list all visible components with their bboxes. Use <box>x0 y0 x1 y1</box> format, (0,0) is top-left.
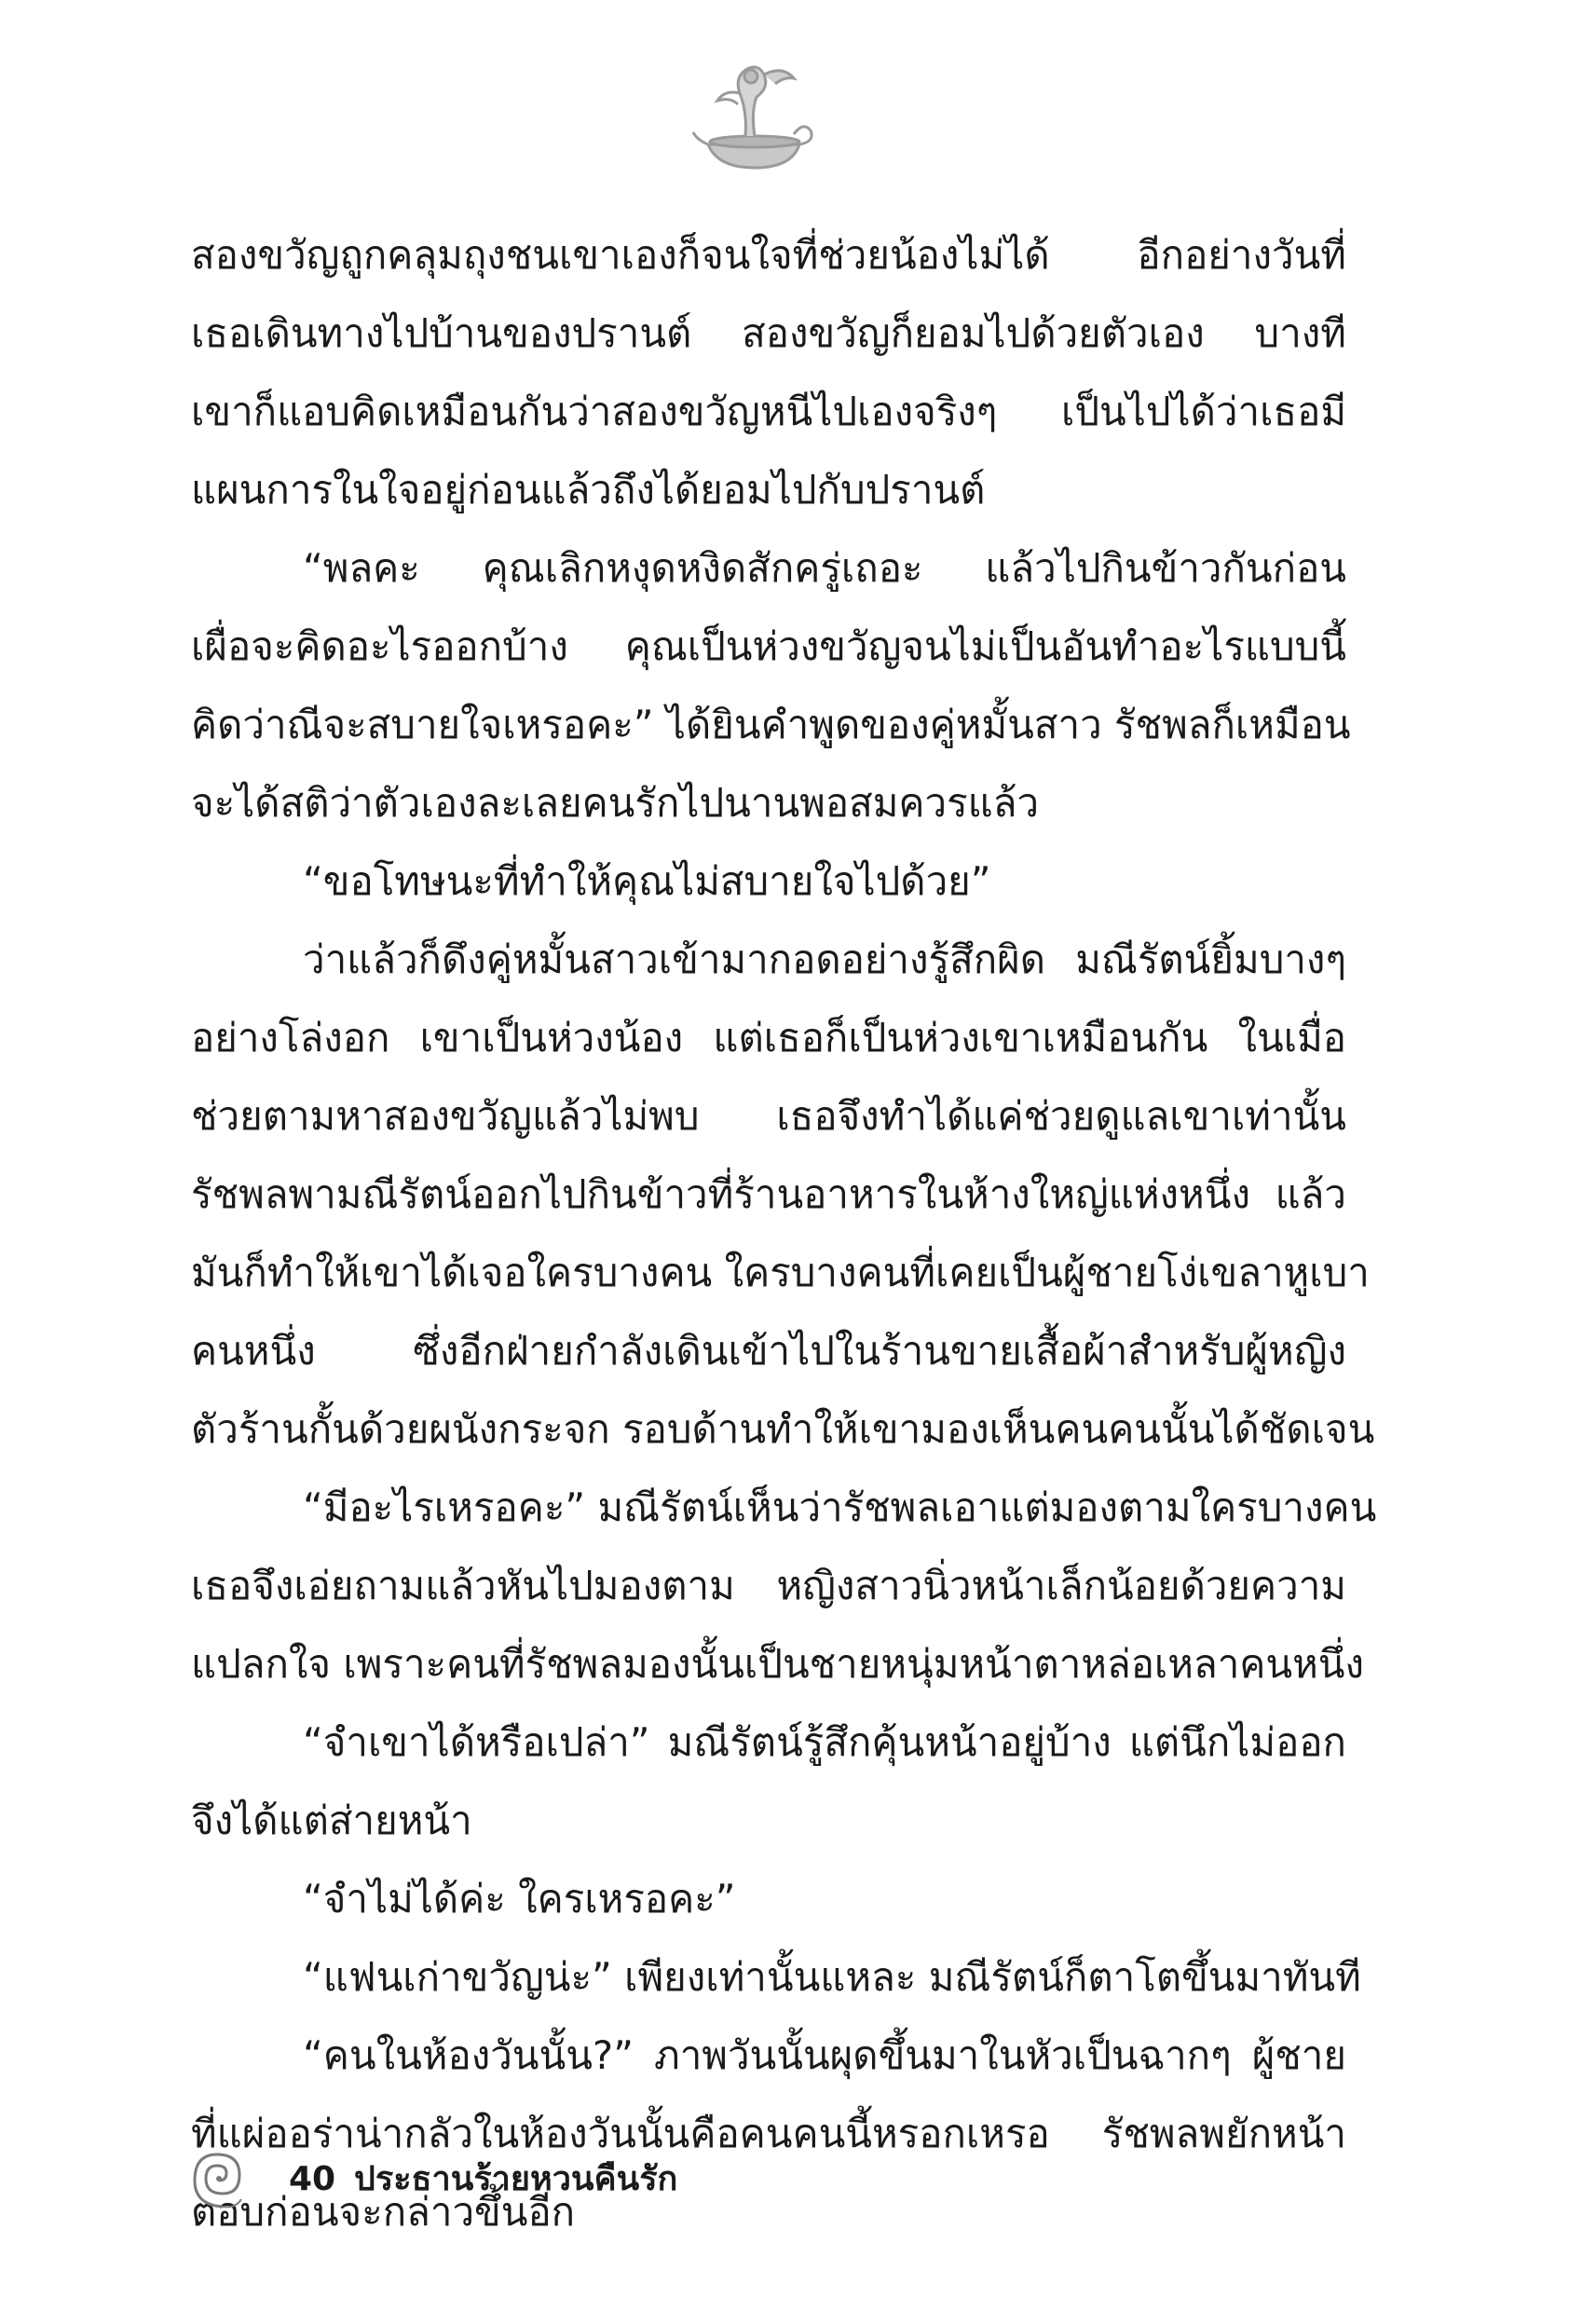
text-line: คนหนึ่ง ซึ่งอีกฝ่ายกำลังเดินเข้าไปในร้านขายเสื้อผ้าสำหรับผู้หญิง <box>191 1328 1346 1374</box>
body-text <box>191 216 1377 2251</box>
text-line: เขาก็แอบคิดเหมือนกันว่าสองขวัญหนีไปเองจริงๆ เป็นไปได้ว่าเธอมี <box>191 389 1346 434</box>
text-line: จะได้สติว่าตัวเองละเลยคนรักไปนานพอสมควรแล้ว <box>191 780 1040 826</box>
text-line: “แฟนเก่าขวัญน่ะ” เพียงเท่านั้นแหละ มณีรัตน์ก็ตาโตขึ้นมาทันที <box>303 1954 1361 2000</box>
text-line: ว่าแล้วก็ดึงคู่หมั้นสาวเข้ามากอดอย่างรู้สึกผิด มณีรัตน์ยิ้มบางๆ <box>303 937 1346 982</box>
swirl-ornament-icon <box>182 2143 256 2218</box>
text-line: รัชพลพามณีรัตน์ออกไปกินข้าวที่ร้านอาหารในห้างใหญ่แห่งหนึ่ง แล้ว <box>191 1171 1346 1217</box>
text-line: ตอบก่อนจะกล่าวขึ้นอีก <box>191 2189 576 2235</box>
text-line: “ขอโทษนะที่ทำให้คุณไม่สบายใจไปด้วย” <box>303 858 991 904</box>
text-line: “จำไม่ได้ค่ะ ใครเหรอคะ” <box>303 1876 736 1921</box>
text-line: “มีอะไรเหรอคะ” มณีรัตน์เห็นว่ารัชพลเอาแต่มองตามใครบางคน <box>303 1484 1377 1530</box>
page-footer <box>182 2143 927 2218</box>
text-line: เธอเดินทางไปบ้านของปรานต์ สองขวัญก็ยอมไปด้วยตัวเอง บางที <box>191 310 1346 356</box>
page-number: 40 <box>289 2160 336 2198</box>
text-line: มันก็ทำให้เขาได้เจอใครบางคน ใครบางคนที่เคยเป็นผู้ชายโง่เขลาหูเบา <box>191 1250 1370 1295</box>
text-line: “จำเขาได้หรือเปล่า” มณีรัตน์รู้สึกคุ้นหน้าอยู่บ้าง แต่นึกไม่ออก <box>303 1719 1346 1765</box>
text-line: เผื่อจะคิดอะไรออกบ้าง คุณเป็นห่วงขวัญจนไม่เป็นอันทำอะไรแบบนี้ <box>191 623 1346 669</box>
genie-lamp-icon <box>689 56 820 177</box>
text-line: “คนในห้องวันนั้น?” ภาพวันนั้นผุดขึ้นมาในหัวเป็นฉากๆ ผู้ชาย <box>303 2032 1346 2078</box>
book-title: ประธานร้ายหวนคืนรัก <box>354 2160 678 2198</box>
text-line: ที่แผ่ออร่าน่ากลัวในห้องวันนั้นคือคนคนนี้หรอกเหรอ รัชพลพยักหน้า <box>191 2111 1346 2156</box>
text-line: เธอจึงเอ่ยถามแล้วหันไปมองตาม หญิงสาวนิ่วหน้าเล็กน้อยด้วยความ <box>191 1563 1346 1608</box>
text-line: คิดว่าณีจะสบายใจเหรอคะ” ได้ยินคำพูดของคู่หมั้นสาว รัชพลก็เหมือน <box>191 702 1351 747</box>
text-line: ช่วยตามหาสองขวัญแล้วไม่พบ เธอจึงทำได้แค่ช่วยดูแลเขาเท่านั้น <box>191 1093 1346 1139</box>
text-line: แปลกใจ เพราะคนที่รัชพลมองนั้นเป็นชายหนุ่มหน้าตาหล่อเหลาคนหนึ่ง <box>191 1641 1364 1687</box>
text-line: จึงได้แต่ส่ายหน้า <box>191 1798 472 1843</box>
text-line: ตัวร้านกั้นด้วยผนังกระจก รอบด้านทำให้เขามองเห็นคนคนนั้นได้ชัดเจน <box>191 1406 1375 1452</box>
text-line: “พลคะ คุณเลิกหงุดหงิดสักครู่เถอะ แล้วไปกินข้าวกันก่อน <box>303 545 1346 591</box>
text-line: แผนการในใจอยู่ก่อนแล้วถึงได้ยอมไปกับปรานต์ <box>191 467 986 513</box>
text-line: อย่างโล่งอก เขาเป็นห่วงน้อง แต่เธอก็เป็นห่วงเขาเหมือนกัน ในเมื่อ <box>191 1015 1346 1060</box>
text-line: สองขวัญถูกคลุมถุงชนเขาเองก็จนใจที่ช่วยน้องไม่ได้ อีกอย่างวันที่ <box>191 232 1346 278</box>
